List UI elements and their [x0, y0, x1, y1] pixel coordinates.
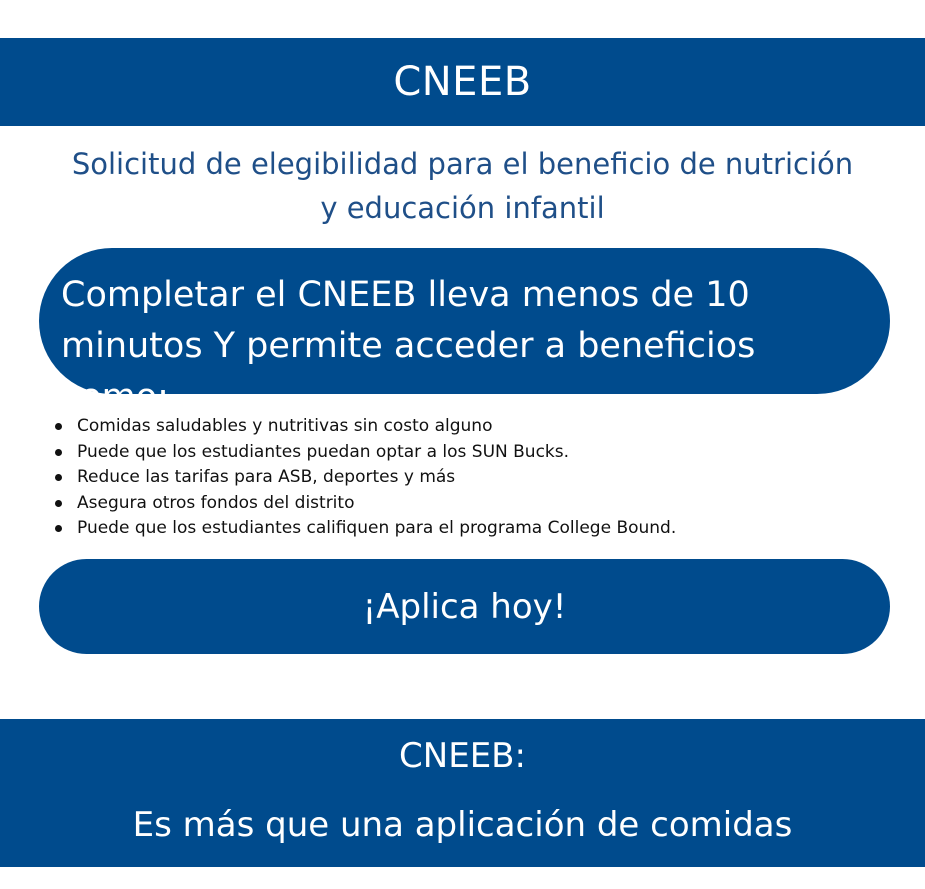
benefit-text: Asegura otros fondos del distrito	[77, 492, 355, 513]
bullet-icon	[55, 449, 62, 456]
benefit-text: Reduce las tarifas para ASB, deportes y más	[77, 467, 456, 487]
page-subtitle: Solicitud de elegibilidad para el beneficio de nutrición y educación infantil	[71, 147, 854, 225]
bullet-icon	[55, 474, 62, 481]
benefit-item	[53, 440, 813, 466]
bottom-banner-title: CNEEB:	[399, 736, 526, 776]
benefit-item	[53, 491, 813, 517]
bullet-icon	[55, 500, 62, 507]
benefit-item	[53, 465, 813, 491]
top-banner	[0, 38, 925, 126]
intro-callout	[39, 248, 890, 417]
benefits-list	[53, 414, 813, 542]
bottom-banner-tagline: Es más que una aplicación de comidas	[132, 805, 793, 845]
bullet-icon	[55, 525, 62, 532]
bottom-banner	[0, 719, 925, 867]
benefit-item	[53, 516, 813, 542]
apply-now-button[interactable]	[39, 559, 890, 654]
benefit-text: Puede que los estudiantes califiquen para el programa College Bound.	[77, 518, 677, 538]
top-banner-title: CNEEB	[393, 59, 532, 105]
bullet-icon	[55, 423, 62, 430]
benefit-text: Comidas saludables y nutritivas sin costo alguno	[77, 416, 493, 436]
intro-callout-text: Completar el CNEEB lleva menos de 10 minutos Y permite acceder a beneficios como:	[61, 275, 756, 417]
benefit-text: Puede que los estudiantes puedan optar a los SUN Bucks.	[77, 441, 570, 462]
apply-now-label: ¡Aplica hoy!	[362, 586, 567, 627]
benefit-item	[53, 414, 813, 440]
